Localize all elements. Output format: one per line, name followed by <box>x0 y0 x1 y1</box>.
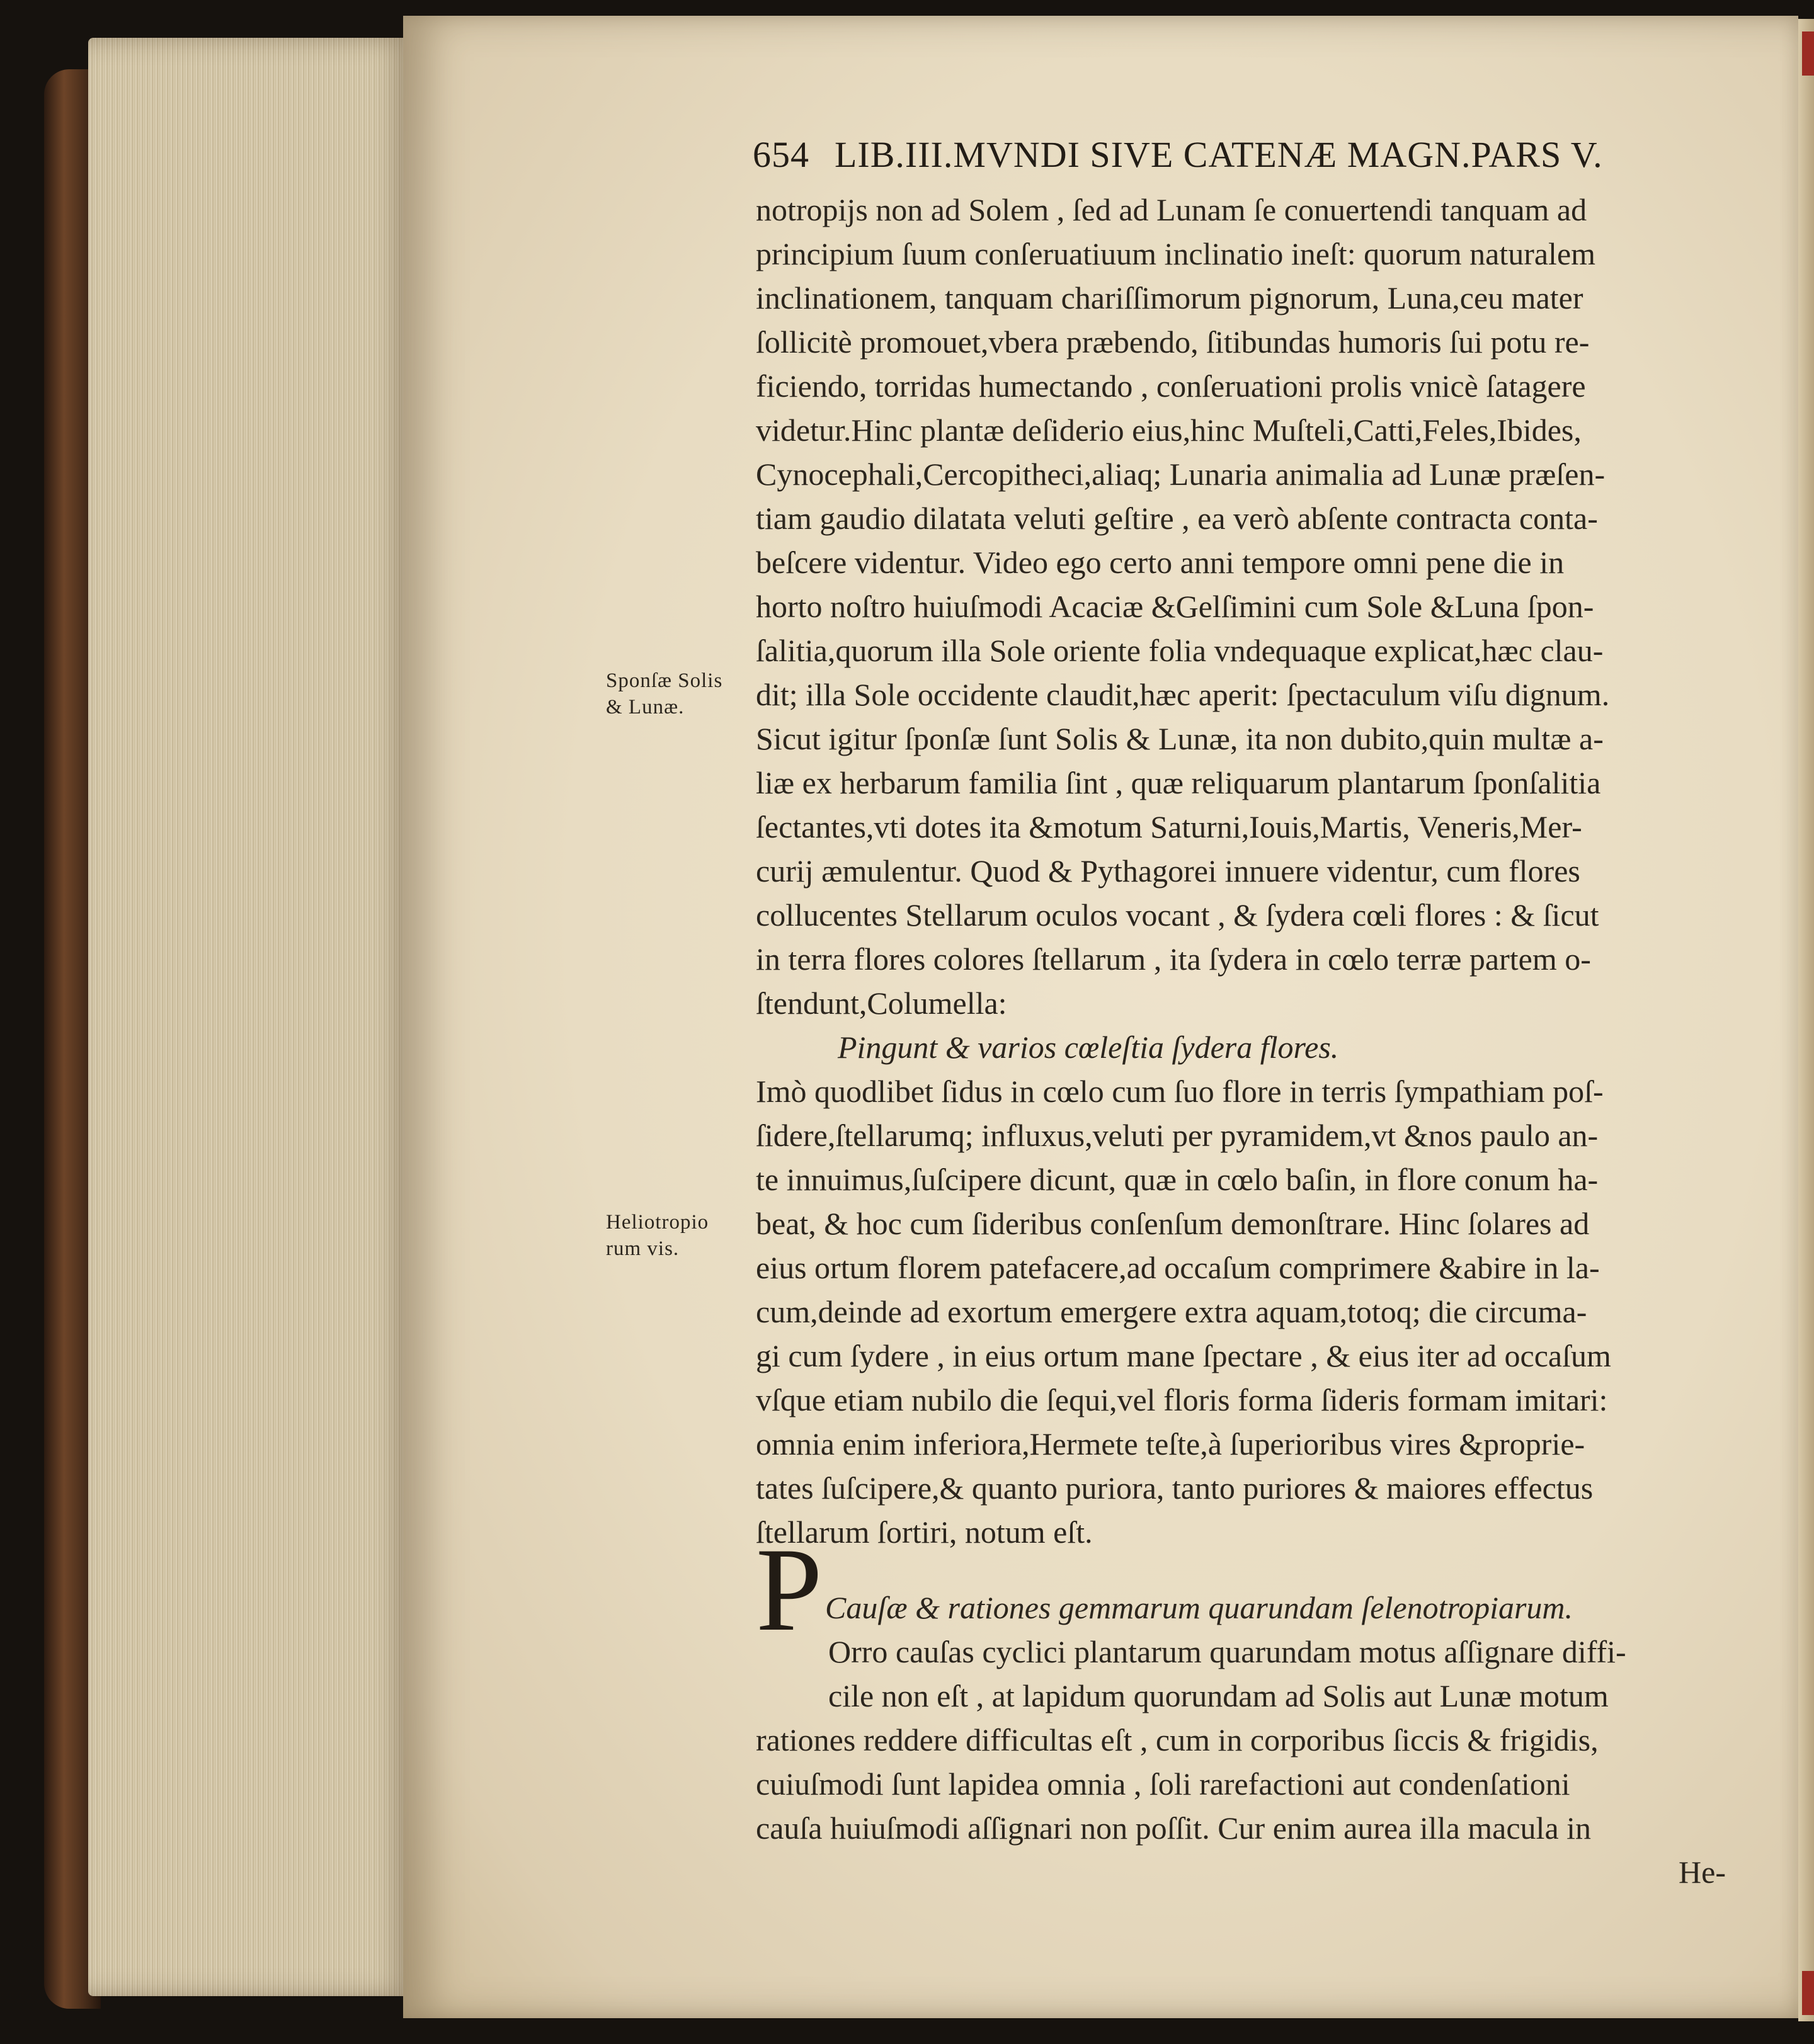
drop-cap: P <box>756 1524 823 1656</box>
text-line: cauſa huiuſmodi aſſignari non poſſit. Cur enim aurea illa macula in <box>756 1810 1592 1846</box>
section-heading: Cauſæ & rationes gemmarum quarundam ſelenotropiarum. <box>825 1590 1573 1625</box>
section-spacer <box>756 1554 1726 1586</box>
text-line: cuiuſmodi ſunt lapidea omnia , ſoli rarefactioni aut condenſationi <box>756 1766 1570 1802</box>
text-line: notropijs non ad Solem , ſed ad Lunam ſe conuertendi tanquam ad <box>756 192 1587 227</box>
text-line: rationes reddere difficultas eſt , cum in corporibus ſiccis & frigidis, <box>756 1722 1599 1757</box>
text-line: vſque etiam nubilo die ſequi,vel floris forma ſideris formam imitari: <box>756 1382 1608 1417</box>
text-line: ſalitia,quorum illa Sole oriente folia vndequaque explicat,hæc clau- <box>756 633 1604 668</box>
running-head <box>753 133 1685 176</box>
facing-page-edge <box>1798 19 1814 2021</box>
text-line: Cynocephali,Cercopitheci,aliaq; Lunaria animalia ad Lunæ præſen- <box>756 457 1606 492</box>
text-line: Orro cauſas cyclici plantarum quarundam motus aſſignare diffi- <box>828 1634 1626 1669</box>
text-line: ſtendunt,Columella: <box>756 985 1007 1021</box>
text-line: curij æmulentur. Quod & Pythagorei innuere videntur, cum flores <box>756 853 1580 889</box>
text-line: omnia enim inferiora,Hermete teſte,à ſuperioribus vires &proprie- <box>756 1426 1585 1462</box>
text-line: ſidere,ſtellarumq; influxus,veluti per pyramidem,vt &nos paulo an- <box>756 1118 1599 1153</box>
text-line: collucentes Stellarum oculos vocant , & ſydera cœli flores : & ſicut <box>756 897 1599 933</box>
text-line: beat, & hoc cum ſideribus conſenſum demonſtrare. Hinc ſolares ad <box>756 1206 1590 1241</box>
text-line: te innuimus,ſuſcipere dicunt, quæ in cœlo baſin, in flore conum ha- <box>756 1162 1599 1197</box>
text-line: inclinationem, tanquam chariſſimorum pignorum, Luna,ceu mater <box>756 280 1583 315</box>
text-line: Sicut igitur ſponſæ ſunt Solis & Lunæ, ita non dubito,quin multæ a- <box>756 721 1604 756</box>
text-line: beſcere videntur. Video ego certo anni tempore omni pene die in <box>756 545 1565 580</box>
text-line: cum,deinde ad exortum emergere extra aquam,totoq; die circuma- <box>756 1294 1587 1329</box>
marginal-note-line: rum vis. <box>606 1237 680 1260</box>
text-line: eius ortum florem patefacere,ad occaſum comprimere &abire in la- <box>756 1250 1600 1285</box>
text-line: ſollicitè promouet,vbera præbendo, ſitibundas humoris ſui potu re- <box>756 324 1590 360</box>
text-line: in terra flores colores ſtellarum , ita ſydera in cœlo terræ partem o- <box>756 941 1591 977</box>
text-line: ſtellarum ſortiri, notum eſt. <box>756 1514 1093 1550</box>
text-line: gi cum ſydere , in eius ortum mane ſpectare , & eius iter ad occaſum <box>756 1338 1611 1373</box>
marginal-note-line: Sponſæ Solis <box>606 669 723 692</box>
running-head-title: LIB.III.MVNDI SIVE CATENÆ MAGN.PARS V. <box>835 134 1603 175</box>
marginal-note-line: & Lunæ. <box>606 696 685 718</box>
text-line: Imò quodlibet ſidus in cœlo cum ſuo flore in terris ſympathiam poſ- <box>756 1074 1604 1109</box>
red-tab-top <box>1802 31 1814 76</box>
verse-quotation: Pingunt & varios cœleſtia ſydera flores. <box>838 1030 1339 1065</box>
red-tab-bottom <box>1802 1971 1814 2015</box>
text-line: cile non eſt , at lapidum quorundam ad Solis aut Lunæ motum <box>828 1678 1609 1713</box>
text-line: liæ ex herbarum familia ſint , quæ reliquarum plantarum ſponſalitia <box>756 765 1601 800</box>
text-line: tates ſuſcipere,& quanto puriora, tanto puriores & maiores effectus <box>756 1470 1594 1506</box>
text-line: horto noſtro huiuſmodi Acaciæ &Gelſimini cum Sole &Luna ſpon- <box>756 589 1594 624</box>
text-line: tiam gaudio dilatata veluti geſtire , ea verò abſente contracta conta- <box>756 501 1598 536</box>
text-line: ficiendo, torridas humectando , conſeruationi prolis vnicè ſatagere <box>756 368 1586 404</box>
text-line: dit; illa Sole occidente claudit,hæc aperit: ſpectaculum viſu dignum. <box>756 677 1610 712</box>
text-line: ſectantes,vti dotes ita &motum Saturni,Iouis,Martis, Veneris,Mer- <box>756 809 1582 844</box>
page-number: 654 <box>753 134 809 175</box>
text-line: videtur.Hinc plantæ deſiderio eius,hinc Muſteli,Catti,Feles,Ibides, <box>756 412 1582 448</box>
body-text <box>756 188 1726 1894</box>
marginal-note-sponsae <box>606 667 722 720</box>
text-line: principium ſuum conſeruatiuum inclinatio ineſt: quorum naturalem <box>756 236 1596 271</box>
marginal-note-line: Heliotropio <box>606 1211 709 1234</box>
marginal-note-heliotropiorum <box>606 1209 709 1262</box>
page-edges <box>88 38 416 1996</box>
catchword: He- <box>1679 1854 1726 1890</box>
